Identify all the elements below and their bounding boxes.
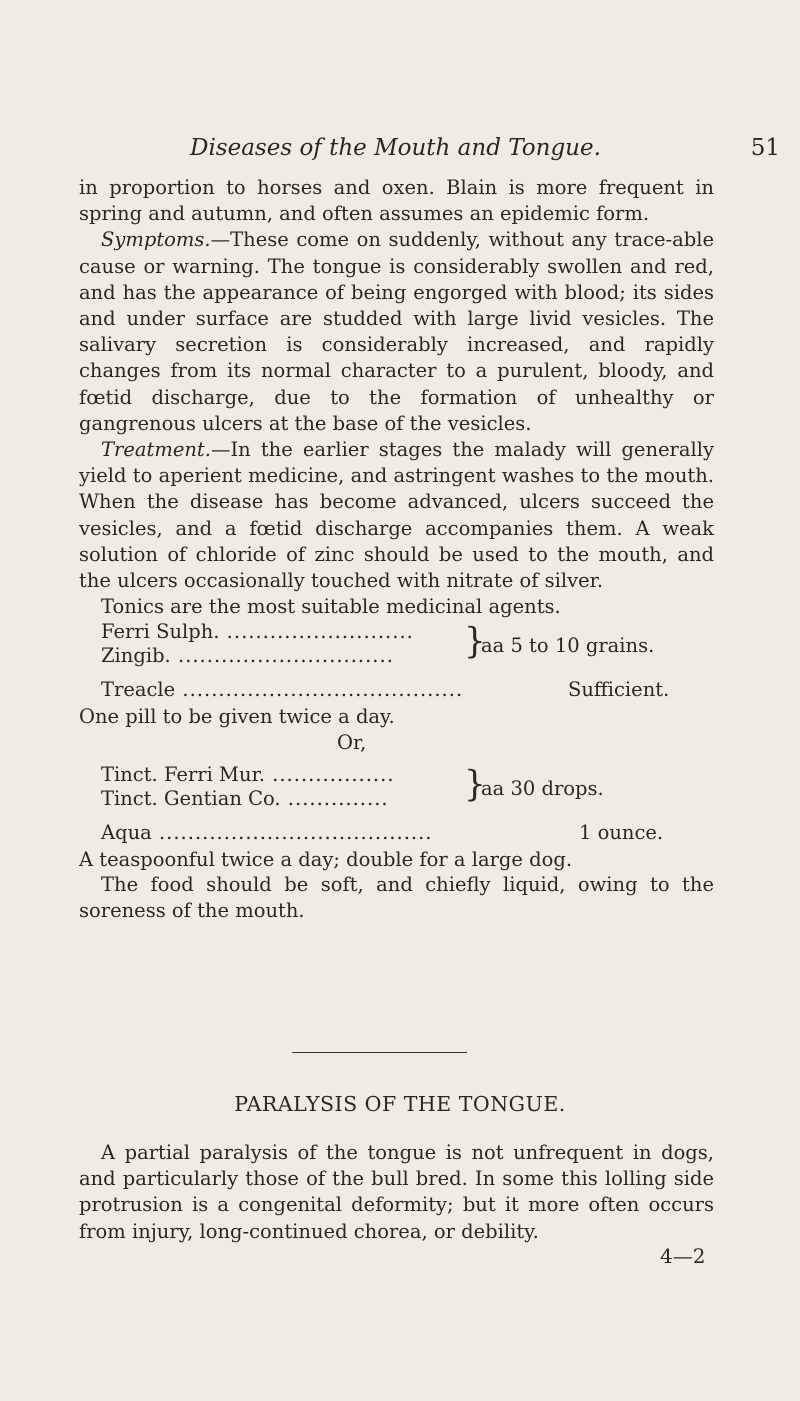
paragraph-intro: in proportion to horses and oxen. Blain is more frequent in spring and autumn, and often assumes an epidemic form. (79, 176, 714, 226)
recipe-two-line-3 (101, 821, 433, 844)
symptoms-label: Symptoms. (101, 228, 211, 252)
leader-dots: ................. (264, 763, 395, 786)
running-header (190, 135, 780, 161)
leader-dots: .......................... (219, 620, 414, 643)
leader-dots: .............................. (170, 644, 394, 667)
recipe-two-item-2: Tinct. Gentian Co. (101, 787, 281, 810)
symptoms-text: —These come on suddenly, without any trace-able cause or warning. The tongue is considerably swollen and red, and has the appearance of being engorged with blood; its sides and under surface are studded with large livid vesicles. The salivary secretion is considerably increased, and rapidly changes from its normal character to a purulent, bloody, and fœtid discharge, due to the formation of unhealthy or gangrenous ulcers at the base of the vesicles. (79, 228, 714, 435)
treatment-text: —In the earlier stages the malady will generally yield to aperient medicine, and astringent washes to the mouth. When the disease has become advanced, ulcers succeed the vesicles, and a fœtid discharge accompanies them. A weak solution of chloride of zinc should be used to the mouth, and the ulcers occasionally touched with nitrate of silver. (79, 438, 714, 593)
recipe-or: Or, (337, 731, 367, 754)
recipe-one-line-3 (101, 678, 463, 701)
signature-mark: 4—2 (660, 1244, 706, 1268)
main-text (79, 175, 714, 620)
page-number: 51 (750, 135, 780, 161)
leader-dots: ....................................... (175, 678, 464, 701)
recipe-one-instruction: One pill to be given twice a day. (79, 705, 395, 728)
recipe-one-qty: Sufficient. (568, 678, 670, 701)
recipe-two-item-3: Aqua (101, 821, 152, 844)
recipe-one-item-3: Treacle (101, 678, 176, 701)
recipe-two-instruction: A teaspoonful twice a day; double for a large dog. (79, 848, 573, 871)
food-note: The food should be soft, and chiefly liquid, owing to the soreness of the mouth. (79, 873, 714, 923)
paragraph-symptoms (79, 227, 714, 437)
recipe-two-line-2 (101, 787, 389, 810)
food-note-block (79, 872, 714, 924)
recipe-two-dose: aa 30 drops. (481, 777, 604, 800)
section-text-block (79, 1140, 714, 1245)
recipe-one-item-2: Zingib. (101, 644, 171, 667)
section-paragraph: A partial paralysis of the tongue is not unfrequent in dogs, and particularly those of the bull bred. In some this lolling side protrusion is a congenital deformity; but it more often occurs from injury, long-continued chorea, or debility. (79, 1141, 714, 1243)
recipe-two-line-1 (101, 763, 395, 786)
recipe-one-dose: aa 5 to 10 grains. (481, 634, 655, 657)
recipe-two-qty: 1 ounce. (579, 821, 664, 844)
brace: } (464, 763, 486, 805)
leader-dots: ...................................... (151, 821, 433, 844)
running-title: Diseases of the Mouth and Tongue. (190, 135, 601, 161)
leader-dots: .............. (280, 787, 389, 810)
section-divider (292, 1052, 467, 1053)
paragraph-treatment (79, 437, 714, 594)
brace: } (464, 620, 486, 662)
treatment-label: Treatment. (101, 438, 211, 462)
section-heading: PARALYSIS OF THE TONGUE. (234, 1092, 566, 1116)
recipe-one-line-1 (101, 620, 414, 643)
recipe-two-item-1: Tinct. Ferri Mur. (101, 763, 265, 786)
recipe-one-item-1: Ferri Sulph. (101, 620, 220, 643)
recipe-one-line-2 (101, 644, 394, 667)
paragraph-tonics: Tonics are the most suitable medicinal agents. (101, 595, 561, 619)
